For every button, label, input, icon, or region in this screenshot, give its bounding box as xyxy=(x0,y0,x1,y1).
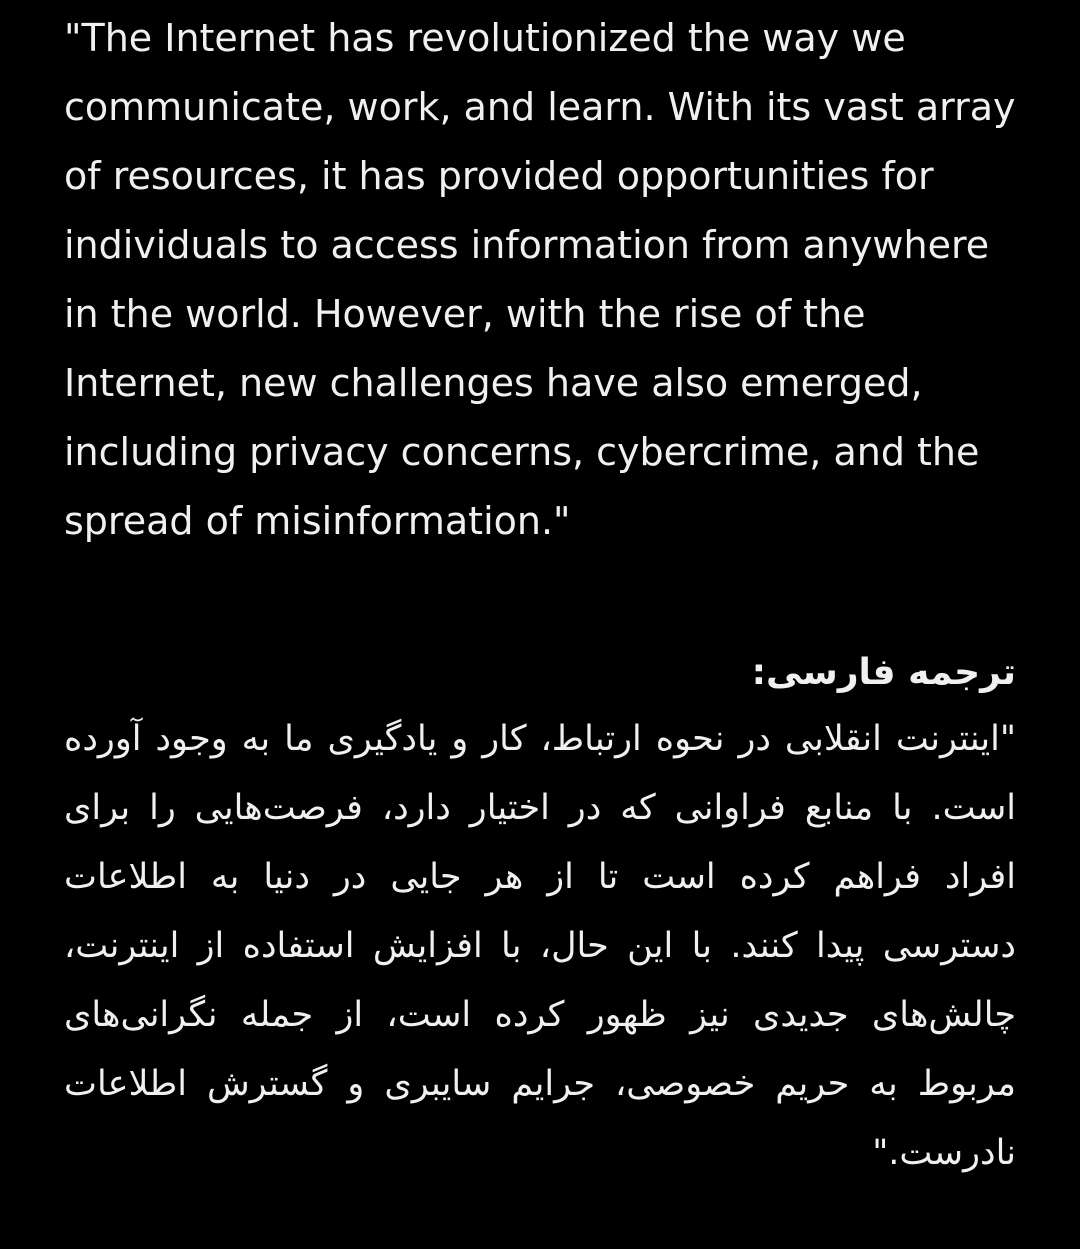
english-quote-text: "The Internet has revolutionized the way we communicate, work, and learn. With its vast array of resources, it has provided opportunities for individuals to access information from anywhere in the world. However, with the rise of the Internet, new challenges have also emerged, including privacy concerns, cybercrime, and the spread of misinformation." xyxy=(64,16,1016,543)
persian-translation-heading: ترجمه فارسی: xyxy=(751,652,1016,693)
persian-translation-text: "اینترنت انقلابی در نحوه ارتباط، کار و یادگیری ما به وجود آورده است. با منابع فراوانی که در اختیار دارد، فرصت‌هایی را برای افراد فراهم کرده است تا از هر جایی در دنیا به اطلاعات دسترسی پیدا کنند. با این حال، با افزایش استفاده از اینترنت، چالش‌های جدیدی نیز ظهور کرده است، از جمله نگرانی‌های مربوط به حریم خصوصی، جرایم سایبری و گسترش اطلاعات نادرست." xyxy=(64,719,1016,1173)
